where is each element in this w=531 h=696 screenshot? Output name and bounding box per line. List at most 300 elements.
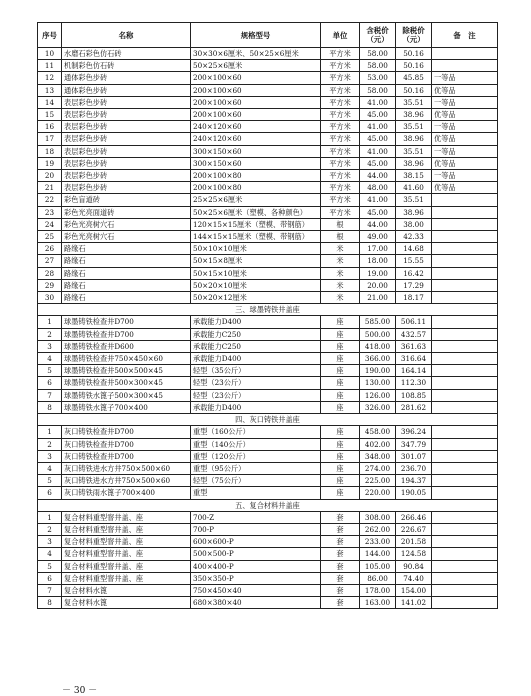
cell-price-notax: 38.96 (396, 157, 432, 169)
cell-price-tax: 144.00 (360, 548, 396, 560)
cell-unit: 座 (321, 401, 360, 413)
section-row (38, 304, 498, 316)
cell-price-notax: 50.16 (396, 84, 432, 96)
cell-unit: 根 (321, 231, 360, 243)
cell-unit: 平方米 (321, 72, 360, 84)
cell-price-tax: 41.00 (360, 145, 396, 157)
cell-name: 复合材料重型窨井盖、座 (62, 511, 191, 523)
cell-spec: 30×30×6厘米、50×25×6厘米 (191, 48, 321, 60)
cell-spec: 50×10×10厘米 (191, 243, 321, 255)
table-row (38, 475, 498, 487)
cell-note (432, 353, 498, 365)
cell-name: 表层彩色步砖 (62, 121, 191, 133)
cell-seq: 13 (38, 84, 62, 96)
cell-price-notax: 108.85 (396, 389, 432, 401)
cell-spec: 240×120×60 (191, 121, 321, 133)
cell-unit: 套 (321, 523, 360, 535)
cell-note: 优等品 (432, 84, 498, 96)
cell-seq: 30 (38, 292, 62, 304)
cell-price-tax: 45.00 (360, 133, 396, 145)
cell-price-tax: 130.00 (360, 377, 396, 389)
cell-price-notax: 42.33 (396, 231, 432, 243)
cell-price-notax: 190.05 (396, 487, 432, 499)
cell-name: 表层彩色步砖 (62, 182, 191, 194)
cell-note: 一等品 (432, 72, 498, 84)
table-row (38, 438, 498, 450)
header-price-tax-line2: （元） (366, 35, 389, 44)
cell-seq: 6 (38, 377, 62, 389)
cell-price-tax: 44.00 (360, 170, 396, 182)
table-row (38, 194, 498, 206)
cell-unit: 米 (321, 255, 360, 267)
cell-name: 复合材料重型窨井盖、座 (62, 536, 191, 548)
cell-unit: 平方米 (321, 109, 360, 121)
cell-seq: 14 (38, 96, 62, 108)
cell-note: 优等品 (432, 182, 498, 194)
table-row (38, 487, 498, 499)
cell-name: 球墨铸铁水篦子700×400 (62, 401, 191, 413)
cell-price-tax: 19.00 (360, 267, 396, 279)
cell-unit: 米 (321, 292, 360, 304)
page-number: － 30 － (62, 686, 98, 696)
cell-note (432, 401, 498, 413)
cell-unit: 平方米 (321, 96, 360, 108)
section-title: 四、灰口铸铁井盖座 (38, 414, 498, 426)
cell-note (432, 243, 498, 255)
cell-price-notax: 141.02 (396, 597, 432, 609)
cell-seq: 5 (38, 560, 62, 572)
cell-unit: 平方米 (321, 194, 360, 206)
cell-name: 表层彩色步砖 (62, 96, 191, 108)
cell-name: 路缘石 (62, 255, 191, 267)
cell-price-notax: 316.64 (396, 353, 432, 365)
cell-unit: 座 (321, 365, 360, 377)
cell-note (432, 231, 498, 243)
cell-price-notax: 35.51 (396, 96, 432, 108)
cell-price-tax: 58.00 (360, 84, 396, 96)
cell-unit: 座 (321, 438, 360, 450)
cell-spec: 轻型（23公斤） (191, 389, 321, 401)
cell-unit: 平方米 (321, 84, 360, 96)
cell-unit: 米 (321, 243, 360, 255)
cell-price-notax: 15.55 (396, 255, 432, 267)
cell-seq: 15 (38, 109, 62, 121)
cell-spec: 25×25×6厘米 (191, 194, 321, 206)
cell-price-notax: 18.17 (396, 292, 432, 304)
table-row (38, 377, 498, 389)
table-row (38, 316, 498, 328)
cell-price-tax: 21.00 (360, 292, 396, 304)
table-row (38, 279, 498, 291)
cell-price-notax: 38.00 (396, 218, 432, 230)
cell-spec: 700-P (191, 523, 321, 535)
cell-unit: 套 (321, 584, 360, 596)
cell-price-tax: 326.00 (360, 401, 396, 413)
cell-spec: 600×600-P (191, 536, 321, 548)
cell-note (432, 377, 498, 389)
cell-name: 球墨铸铁检查井D600 (62, 340, 191, 352)
cell-price-tax: 348.00 (360, 450, 396, 462)
cell-price-notax: 112.30 (396, 377, 432, 389)
cell-spec: 400×400-P (191, 560, 321, 572)
cell-note: 一等品 (432, 121, 498, 133)
cell-price-tax: 41.00 (360, 121, 396, 133)
cell-spec: 700-Z (191, 511, 321, 523)
cell-price-notax: 90.84 (396, 560, 432, 572)
cell-name: 复合材料重型窨井盖、座 (62, 572, 191, 584)
cell-price-tax: 86.00 (360, 572, 396, 584)
cell-note (432, 438, 498, 450)
cell-price-notax: 194.37 (396, 475, 432, 487)
cell-note: 一等品 (432, 96, 498, 108)
cell-price-tax: 418.00 (360, 340, 396, 352)
cell-seq: 21 (38, 182, 62, 194)
cell-note (432, 572, 498, 584)
cell-name: 路缘石 (62, 292, 191, 304)
cell-name: 表层彩色步砖 (62, 145, 191, 157)
cell-spec: 轻型（75公斤） (191, 475, 321, 487)
cell-seq: 25 (38, 231, 62, 243)
cell-price-tax: 45.00 (360, 206, 396, 218)
cell-seq: 2 (38, 328, 62, 340)
cell-unit: 座 (321, 475, 360, 487)
cell-price-notax: 347.79 (396, 438, 432, 450)
cell-name: 机制彩色仿石砖 (62, 60, 191, 72)
cell-note (432, 316, 498, 328)
cell-unit: 平方米 (321, 145, 360, 157)
table-row (38, 365, 498, 377)
table-row (38, 536, 498, 548)
cell-note (432, 548, 498, 560)
section-title: 三、球墨铸铁井盖座 (38, 304, 498, 316)
cell-spec: 200×100×60 (191, 84, 321, 96)
cell-price-notax: 35.51 (396, 194, 432, 206)
cell-note (432, 560, 498, 572)
cell-seq: 3 (38, 340, 62, 352)
cell-note: 一等品 (432, 145, 498, 157)
cell-price-notax: 35.51 (396, 121, 432, 133)
cell-price-tax: 402.00 (360, 438, 396, 450)
section-row (38, 414, 498, 426)
cell-note (432, 279, 498, 291)
cell-seq: 3 (38, 450, 62, 462)
cell-spec: 200×100×60 (191, 96, 321, 108)
cell-seq: 1 (38, 426, 62, 438)
cell-name: 灰口铸铁检查井D700 (62, 438, 191, 450)
cell-note (432, 48, 498, 60)
cell-price-notax: 14.68 (396, 243, 432, 255)
table-row (38, 389, 498, 401)
cell-price-tax: 190.00 (360, 365, 396, 377)
header-note: 备 注 (432, 23, 498, 48)
cell-price-tax: 220.00 (360, 487, 396, 499)
cell-spec: 350×350-P (191, 572, 321, 584)
cell-seq: 29 (38, 279, 62, 291)
cell-price-tax: 45.00 (360, 157, 396, 169)
cell-seq: 8 (38, 597, 62, 609)
cell-spec: 承载能力D400 (191, 401, 321, 413)
cell-name: 通体彩色步砖 (62, 72, 191, 84)
table-row (38, 72, 498, 84)
cell-unit: 座 (321, 316, 360, 328)
cell-note (432, 328, 498, 340)
table-row (38, 548, 498, 560)
cell-note (432, 523, 498, 535)
cell-seq: 2 (38, 523, 62, 535)
cell-price-notax: 236.70 (396, 462, 432, 474)
cell-unit: 平方米 (321, 48, 360, 60)
cell-spec: 承载能力D400 (191, 316, 321, 328)
cell-spec: 轻型（35公斤） (191, 365, 321, 377)
cell-name: 彩色光亮面道砖 (62, 206, 191, 218)
cell-price-notax: 74.40 (396, 572, 432, 584)
header-price-notax-line2: （元） (402, 35, 425, 44)
cell-spec: 200×100×80 (191, 182, 321, 194)
cell-unit: 座 (321, 462, 360, 474)
table-row (38, 450, 498, 462)
cell-seq: 26 (38, 243, 62, 255)
table-row (38, 267, 498, 279)
cell-name: 灰口铸铁雨水篦子700×400 (62, 487, 191, 499)
price-document (37, 22, 497, 609)
cell-note (432, 426, 498, 438)
cell-seq: 6 (38, 487, 62, 499)
cell-seq: 7 (38, 389, 62, 401)
cell-spec: 50×25×6厘米 (191, 60, 321, 72)
table-header (38, 23, 498, 48)
cell-unit: 平方米 (321, 157, 360, 169)
cell-name: 复合材料重型窨井盖、座 (62, 548, 191, 560)
cell-name: 路缘石 (62, 243, 191, 255)
cell-price-tax: 274.00 (360, 462, 396, 474)
cell-price-tax: 41.00 (360, 194, 396, 206)
cell-note (432, 475, 498, 487)
cell-price-tax: 48.00 (360, 182, 396, 194)
cell-unit: 座 (321, 353, 360, 365)
cell-seq: 27 (38, 255, 62, 267)
cell-spec: 200×100×60 (191, 109, 321, 121)
header-unit: 单位 (321, 23, 360, 48)
table-row (38, 560, 498, 572)
cell-note (432, 194, 498, 206)
cell-unit: 座 (321, 328, 360, 340)
table-row (38, 523, 498, 535)
cell-note (432, 218, 498, 230)
table-row (38, 84, 498, 96)
cell-price-notax: 45.85 (396, 72, 432, 84)
cell-price-tax: 58.00 (360, 48, 396, 60)
header-price-notax (396, 23, 432, 48)
cell-note (432, 365, 498, 377)
cell-spec: 重型（160公斤） (191, 426, 321, 438)
cell-unit: 米 (321, 267, 360, 279)
cell-unit: 套 (321, 572, 360, 584)
cell-seq: 10 (38, 48, 62, 60)
cell-price-notax: 361.63 (396, 340, 432, 352)
cell-unit: 平方米 (321, 133, 360, 145)
cell-price-tax: 500.00 (360, 328, 396, 340)
table-row (38, 48, 498, 60)
cell-name: 表层彩色步砖 (62, 109, 191, 121)
table-row (38, 145, 498, 157)
table-row (38, 133, 498, 145)
cell-price-notax: 38.96 (396, 133, 432, 145)
cell-price-notax: 50.16 (396, 60, 432, 72)
cell-unit: 座 (321, 340, 360, 352)
table-row (38, 597, 498, 609)
cell-price-notax: 50.16 (396, 48, 432, 60)
cell-name: 复合材料重型窨井盖、座 (62, 523, 191, 535)
cell-price-notax: 396.24 (396, 426, 432, 438)
cell-unit: 平方米 (321, 206, 360, 218)
cell-name: 灰口铸铁检查井D700 (62, 426, 191, 438)
cell-price-notax: 506.11 (396, 316, 432, 328)
table-body (38, 48, 498, 609)
cell-name: 表层彩色步砖 (62, 133, 191, 145)
cell-unit: 根 (321, 218, 360, 230)
table-row (38, 231, 498, 243)
cell-price-notax: 124.58 (396, 548, 432, 560)
cell-price-tax: 585.00 (360, 316, 396, 328)
table-row (38, 340, 498, 352)
cell-seq: 7 (38, 584, 62, 596)
cell-note: 优等品 (432, 133, 498, 145)
cell-name: 球墨铸铁检查井D700 (62, 316, 191, 328)
cell-seq: 5 (38, 475, 62, 487)
table-row (38, 182, 498, 194)
cell-name: 复合材料水篦 (62, 584, 191, 596)
cell-note: 优等品 (432, 157, 498, 169)
cell-unit: 平方米 (321, 121, 360, 133)
cell-unit: 座 (321, 389, 360, 401)
cell-spec: 144×15×15厘米（塑模、带钢筋） (191, 231, 321, 243)
cell-name: 彩色盲道砖 (62, 194, 191, 206)
table-row (38, 121, 498, 133)
cell-price-tax: 18.00 (360, 255, 396, 267)
cell-unit: 座 (321, 426, 360, 438)
cell-spec: 120×15×15厘米（塑模、带钢筋） (191, 218, 321, 230)
cell-price-tax: 458.00 (360, 426, 396, 438)
cell-name: 通体彩色步砖 (62, 84, 191, 96)
table-row (38, 243, 498, 255)
cell-unit: 米 (321, 279, 360, 291)
cell-price-notax: 35.51 (396, 145, 432, 157)
cell-name: 彩色光亮树穴石 (62, 218, 191, 230)
cell-price-tax: 17.00 (360, 243, 396, 255)
cell-name: 复合材料水篦 (62, 597, 191, 609)
cell-price-notax: 432.57 (396, 328, 432, 340)
cell-name: 表层彩色步砖 (62, 170, 191, 182)
cell-name: 灰口铸铁进水方井750×500×60 (62, 462, 191, 474)
cell-unit: 套 (321, 548, 360, 560)
cell-note (432, 389, 498, 401)
cell-price-notax: 38.96 (396, 206, 432, 218)
cell-unit: 座 (321, 450, 360, 462)
cell-name: 彩色光亮树穴石 (62, 231, 191, 243)
cell-price-notax: 226.67 (396, 523, 432, 535)
table-row (38, 584, 498, 596)
table-row (38, 255, 498, 267)
cell-unit: 套 (321, 597, 360, 609)
cell-price-tax: 105.00 (360, 560, 396, 572)
cell-seq: 3 (38, 536, 62, 548)
cell-seq: 6 (38, 572, 62, 584)
cell-price-tax: 308.00 (360, 511, 396, 523)
cell-seq: 20 (38, 170, 62, 182)
cell-note: 一等品 (432, 170, 498, 182)
cell-note (432, 487, 498, 499)
cell-unit: 座 (321, 377, 360, 389)
cell-price-tax: 126.00 (360, 389, 396, 401)
cell-spec: 300×150×60 (191, 157, 321, 169)
cell-seq: 1 (38, 511, 62, 523)
cell-note (432, 340, 498, 352)
cell-price-tax: 366.00 (360, 353, 396, 365)
cell-name: 球墨铸铁检查井D700 (62, 328, 191, 340)
cell-spec: 重型（140公斤） (191, 438, 321, 450)
cell-spec: 重型（120公斤） (191, 450, 321, 462)
cell-note (432, 462, 498, 474)
cell-note: 优等品 (432, 109, 498, 121)
cell-price-notax: 16.42 (396, 267, 432, 279)
table-row (38, 328, 498, 340)
cell-spec: 200×100×80 (191, 170, 321, 182)
cell-unit: 平方米 (321, 170, 360, 182)
cell-note (432, 536, 498, 548)
cell-spec: 300×150×60 (191, 145, 321, 157)
price-table (37, 22, 498, 609)
header-price-tax (360, 23, 396, 48)
cell-name: 球墨铸铁检查井500×500×45 (62, 365, 191, 377)
cell-name: 球墨铸铁检查井750×450×60 (62, 353, 191, 365)
table-row (38, 60, 498, 72)
cell-note (432, 267, 498, 279)
cell-name: 水磨石彩色仿石砖 (62, 48, 191, 60)
cell-price-notax: 201.58 (396, 536, 432, 548)
cell-price-notax: 154.00 (396, 584, 432, 596)
table-row (38, 401, 498, 413)
cell-price-notax: 281.62 (396, 401, 432, 413)
cell-spec: 50×20×10厘米 (191, 279, 321, 291)
cell-seq: 8 (38, 401, 62, 413)
cell-seq: 2 (38, 438, 62, 450)
cell-seq: 23 (38, 206, 62, 218)
section-title: 五、复合材料井盖座 (38, 499, 498, 511)
cell-seq: 17 (38, 133, 62, 145)
table-row (38, 511, 498, 523)
cell-price-notax: 164.14 (396, 365, 432, 377)
cell-spec: 重型 (191, 487, 321, 499)
cell-seq: 12 (38, 72, 62, 84)
table-row (38, 572, 498, 584)
cell-price-tax: 178.00 (360, 584, 396, 596)
header-seq: 序号 (38, 23, 62, 48)
cell-spec: 50×25×6厘米（塑模、各种颜色） (191, 206, 321, 218)
cell-spec: 500×500-P (191, 548, 321, 560)
cell-price-tax: 45.00 (360, 109, 396, 121)
cell-seq: 1 (38, 316, 62, 328)
cell-unit: 座 (321, 487, 360, 499)
cell-price-notax: 17.29 (396, 279, 432, 291)
header-name: 名称 (62, 23, 191, 48)
cell-seq: 5 (38, 365, 62, 377)
cell-price-notax: 266.46 (396, 511, 432, 523)
cell-note (432, 597, 498, 609)
cell-price-notax: 301.07 (396, 450, 432, 462)
cell-price-tax: 53.00 (360, 72, 396, 84)
cell-price-tax: 44.00 (360, 218, 396, 230)
table-row (38, 206, 498, 218)
